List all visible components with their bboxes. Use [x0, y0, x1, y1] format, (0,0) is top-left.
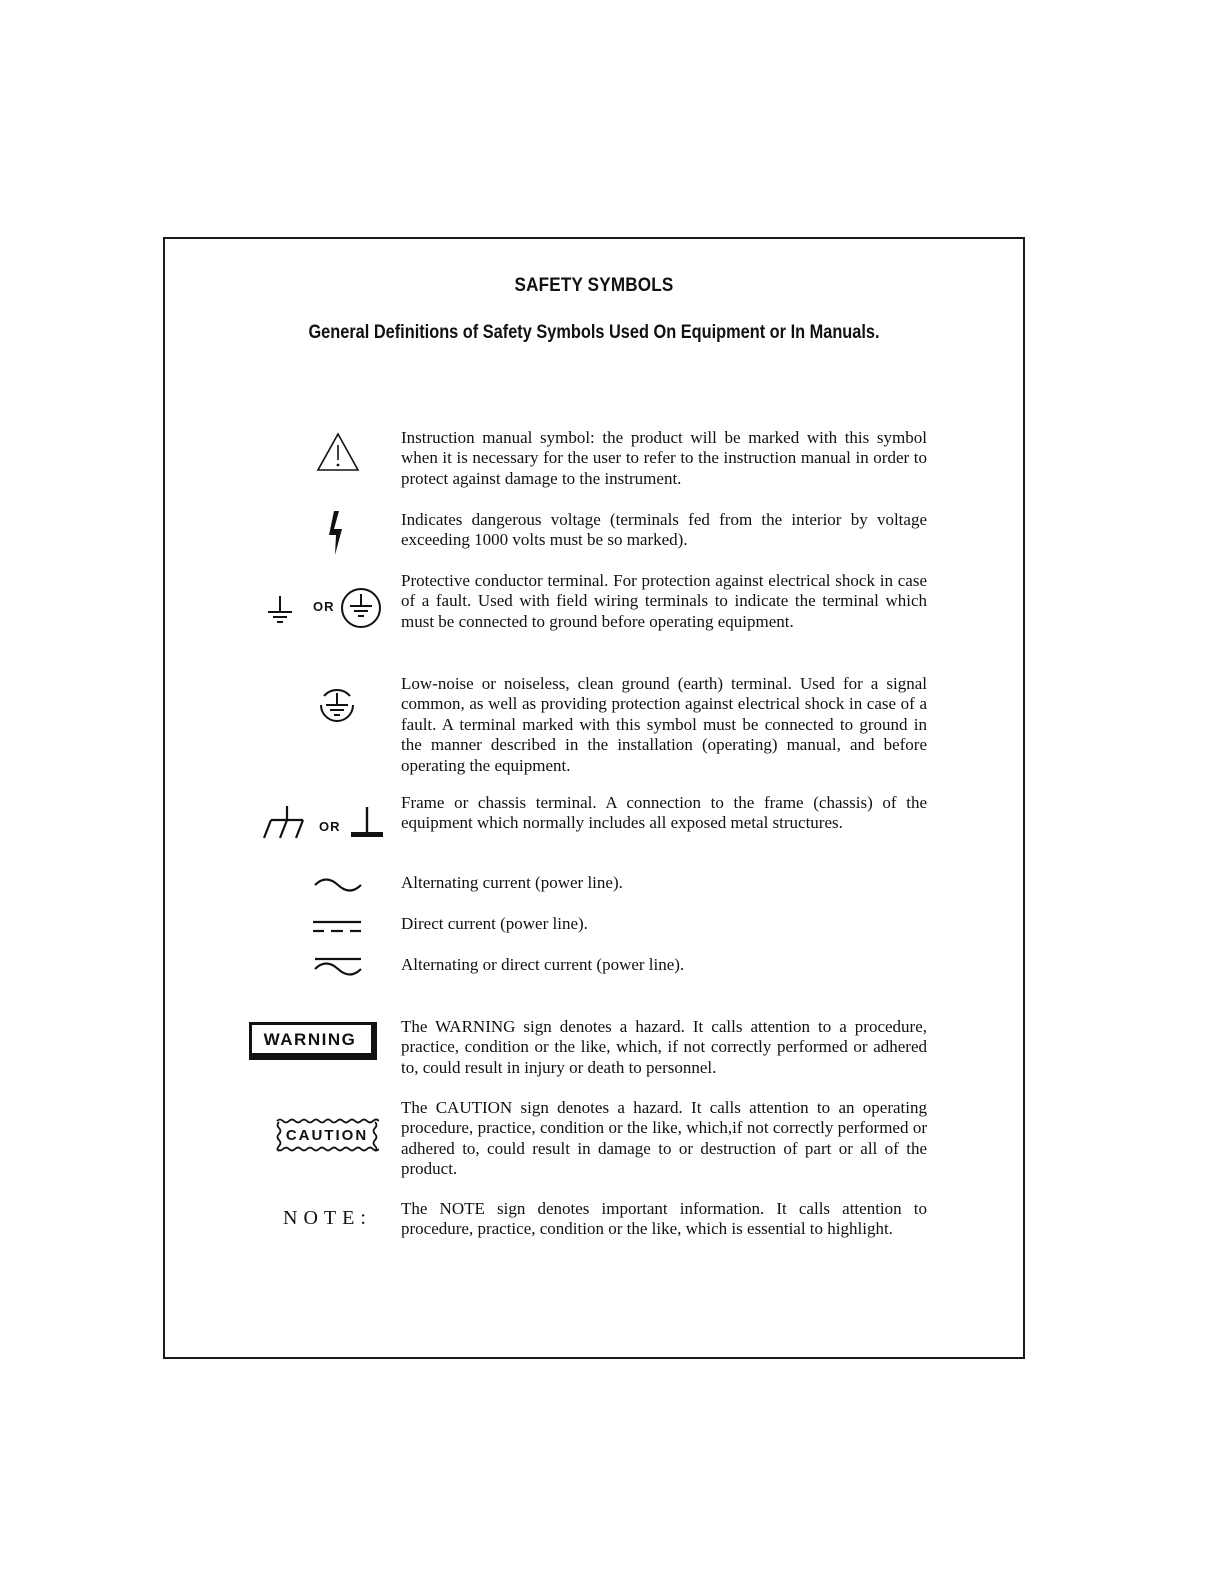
frame-terminal-icon: [349, 805, 385, 839]
protective-conductor-description: Protective conductor terminal. For protection against electrical shock in case of a fault. Used with field wiring terminals to indicate the terminal which must be connected to ground before operating equipment.: [401, 571, 927, 631]
chassis-ground-icon: [261, 804, 309, 844]
or-label: OR: [313, 599, 335, 614]
clean-ground-icon: [315, 683, 359, 727]
alternating-current-description: Alternating current (power line).: [401, 873, 623, 892]
or-label-chassis: OR: [319, 819, 341, 834]
direct-current-description: Direct current (power line).: [401, 914, 588, 933]
caution-sign-label: CAUTION: [285, 1127, 369, 1144]
protective-ground-circle-icon: [339, 586, 383, 630]
warning-description: The WARNING sign denotes a hazard. It calls attention to a procedure, practice, condition or the like, which, if not correctly performed or adhered to, could result in injury or death to personnel.: [401, 1017, 927, 1077]
page-subtitle: General Definitions of Safety Symbols Used On Equipment or In Manuals.: [308, 322, 880, 343]
safety-symbols-panel: [163, 237, 1025, 1359]
page-title: SAFETY SYMBOLS: [514, 275, 674, 296]
ac-dc-icon: [313, 955, 363, 977]
earth-ground-icon: [265, 594, 295, 628]
dangerous-voltage-description: Indicates dangerous voltage (terminals fed from the interior by voltage exceeding 1000 volts must be so marked).: [401, 510, 927, 550]
clean-ground-description: Low-noise or noiseless, clean ground (earth) terminal. Used for a signal common, as well as providing protection against electrical shock in case of a fault. A terminal marked with this symbol must be connected to ground in the manner described in the installation (operating) manual, and before operating the equipment.: [401, 674, 927, 775]
warning-sign-label: WARNING: [263, 1030, 357, 1049]
note-sign-label: NOTE:: [283, 1207, 372, 1229]
ac-dc-description: Alternating or direct current (power line).: [401, 955, 685, 974]
chassis-terminal-description: Frame or chassis terminal. A connection to the frame (chassis) of the equipment which normally includes all exposed metal structures.: [401, 793, 927, 833]
direct-current-icon: [311, 917, 363, 937]
alternating-current-icon: [313, 875, 363, 895]
instruction-manual-description: Instruction manual symbol: the product will be marked with this symbol when it is necessary for the user to refer to the instruction manual in order to protect against damage to the instrument.: [401, 428, 927, 488]
warning-sign-icon: [249, 1022, 385, 1068]
caution-description: The CAUTION sign denotes a hazard. It calls attention to an operating procedure, practice, condition or the like, which,if not correctly performed or adhered to, could result in damage to or destruction of part or all of the product.: [401, 1098, 927, 1179]
instruction-manual-icon: [315, 431, 361, 473]
dangerous-voltage-icon: [325, 509, 347, 557]
caution-sign-icon: [275, 1118, 379, 1152]
note-description: The NOTE sign denotes important information. It calls attention to procedure, practice, condition or the like, which is essential to highlight.: [401, 1199, 927, 1239]
